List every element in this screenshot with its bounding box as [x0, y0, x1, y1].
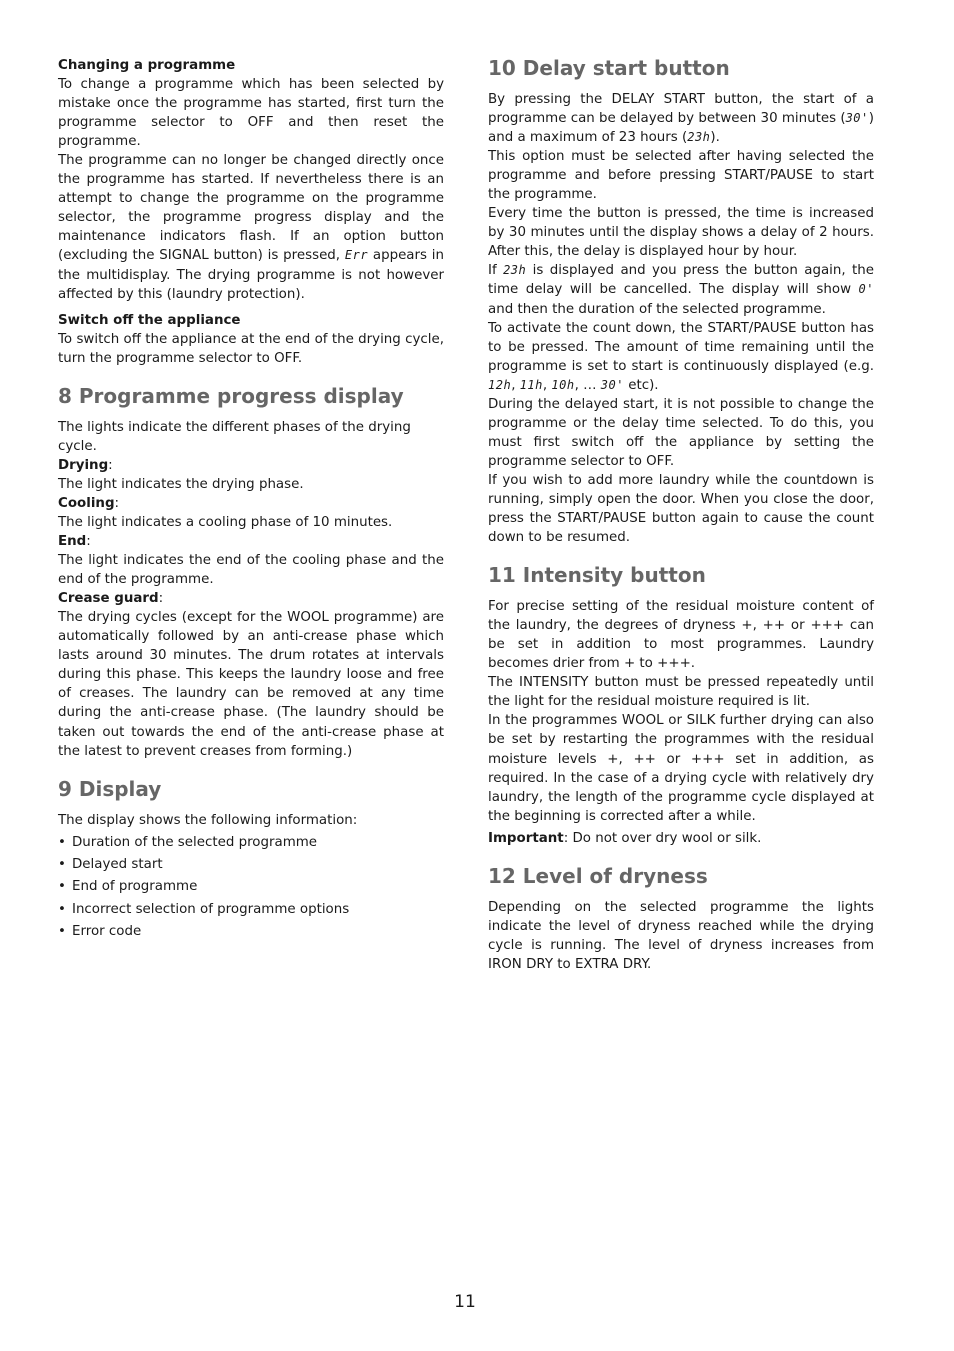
lcd-err: Err [344, 248, 369, 263]
lcd-0min: 0' [858, 282, 874, 297]
switch-off-heading: Switch off the appliance [58, 312, 241, 328]
section-9-intro: The display shows the following information: [58, 812, 358, 828]
text-span: appears in the multidisplay. The drying programme is not however affected by this (laundry protection). [58, 248, 444, 302]
dryness-text-1: Depending on the selected programme the lights indicate the level of dryness reached while the drying cycle is running. The level of dryness increases from IRON DRY to EXTRA DRY. [488, 899, 874, 972]
list-item [58, 921, 444, 943]
list-item-text: End of programme [72, 879, 198, 895]
lcd-23h: 23h [687, 130, 711, 145]
cooling-text: The light indicates a cooling phase of 10 minutes. [58, 514, 393, 530]
changing-programme-text-1: To change a programme which has been selected by mistake once the programme has started, first turn the programme selector to OFF and then reset the programme. [58, 77, 444, 150]
delay-text-4 [488, 261, 874, 318]
list-item [58, 899, 444, 921]
list-item [58, 876, 444, 898]
text-span: By pressing the DELAY START button, the start of a programme can be delayed by between 30 minutes ( [488, 92, 874, 127]
crease-text: The drying cycles (except for the WOOL programme) are automatically followed by an anti-crease phase which lasts around 30 minutes. The drum rotates at intervals during this phase. This keeps the laundry loose and free of creases. The laundry can be removed at any time during the anti-crease phase. (The laundry should be taken out towards the end of the anti-crease phase at the latest to prevent creases from forming.) [58, 610, 444, 759]
delay-text-1 [488, 90, 874, 147]
list-item-text: Error code [72, 923, 142, 939]
section-8-title: 8 Programme progress display [58, 383, 404, 408]
text-span: ) and a maximum of 23 hours ( [488, 111, 874, 146]
switch-off-text: To switch off the appliance at the end of the drying cycle, turn the programme selector to OFF. [58, 331, 444, 366]
text-span: is displayed and you press the button again, the time delay will be cancelled. The display will show [488, 263, 874, 298]
bullet-icon: • [58, 834, 66, 850]
cooling-label-line: Cooling: [58, 495, 120, 511]
changing-programme-heading: Changing a programme [58, 58, 236, 73]
delay-text-2: This option must be selected after having selected the programme and before pressing START/PAUSE to start the programme. [488, 149, 874, 203]
text-span: If [488, 263, 497, 279]
display-info-list [58, 832, 444, 943]
list-item-text: Duration of the selected programme [72, 834, 318, 850]
section-8-intro: The lights indicate the different phases of the drying cycle. [58, 419, 411, 454]
bullet-icon: • [58, 856, 66, 872]
important-note [488, 829, 874, 848]
important-text: : Do not over dry wool or silk. [563, 830, 762, 846]
crease-label-line: Crease guard: [58, 591, 164, 607]
crease-label: Crease guard [58, 591, 159, 607]
drying-label: Drying [58, 457, 109, 473]
intensity-text-3: In the programmes WOOL or SILK further drying can also be set by restarting the programmes with the residual moisture levels +, ++ or +++ set in addition, as required. In the case of a drying cycle with relatively dry laundry, the length of the programme cycle displayed at the beginning is corrected after a while. [488, 713, 874, 824]
lcd-30min: 30' [600, 377, 624, 392]
delay-text-7: If you wish to add more laundry while the countdown is running, simply open the door. When you close the door, press the START/PAUSE button again to cause the count down to be resumed. [488, 472, 874, 546]
lcd-10h: 10h [551, 377, 575, 392]
list-item [58, 854, 444, 876]
bullet-icon: • [58, 879, 66, 895]
page-number: 11 [454, 1292, 476, 1312]
changing-programme-text-2 [58, 151, 444, 303]
drying-label-line: Drying: [58, 457, 113, 473]
lcd-23h: 23h [503, 263, 527, 278]
section-9-title: 9 Display [58, 776, 162, 801]
bullet-icon: • [58, 901, 66, 917]
lcd-30min: 30' [845, 111, 869, 126]
end-label-line: End: [58, 534, 91, 550]
list-item-text: Incorrect selection of programme options [72, 901, 350, 917]
text-span: ). [710, 130, 720, 146]
text-span: To activate the count down, the START/PAUSE button has to be pressed. The amount of time remaining until the programme is set to start is continuously displayed (e.g. [488, 320, 874, 374]
ellipsis: … [583, 377, 597, 393]
text-span: The programme can no longer be changed directly once the programme has started. If nevertheless there is an attempt to change the programme on the programme selector, the programme progress display and the maintenance indicators flash. If an option button (excluding the SIGNAL button) is pressed, [58, 153, 444, 264]
end-label: End [58, 534, 87, 550]
intensity-text-1: For precise setting of the residual moisture content of the laundry, the degrees of dryness +, ++ or +++ can be set in addition to most programmes. Laundry becomes drier from + to +++. [488, 599, 874, 672]
drying-text: The light indicates the drying phase. [58, 476, 304, 492]
intensity-text-2: The INTENSITY button must be pressed repeatedly until the light for the residual moisture required is lit. [488, 675, 874, 710]
section-12-title: 12 Level of dryness [488, 863, 708, 888]
cooling-label: Cooling [58, 495, 115, 511]
end-text: The light indicates the end of the cooling phase and the end of the programme. [58, 553, 444, 588]
left-column [58, 56, 444, 943]
section-10-title: 10 Delay start button [488, 56, 730, 80]
section-11-title: 11 Intensity button [488, 563, 706, 588]
bullet-icon: • [58, 923, 66, 939]
lcd-11h: 11h [519, 377, 543, 392]
text-span: etc). [628, 377, 659, 393]
list-item [58, 832, 444, 854]
delay-text-5: To activate the count down, the START/PAUSE button has to be pressed. The amount of time remaining until the programme is set to start is continuously displayed (e.g. 12h, 11h, 10h, … 30' etc). [488, 320, 874, 393]
list-item-text: Delayed start [72, 856, 163, 872]
right-column [488, 56, 874, 974]
text-span: and then the duration of the selected programme. [488, 301, 826, 317]
delay-text-3: Every time the button is pressed, the time is increased by 30 minutes until the display shows a delay of 2 hours. After this, the delay is displayed hour by hour. [488, 206, 874, 260]
delay-text-6: During the delayed start, it is not possible to change the programme or the delay time selected. To do this, you must first switch off the appliance by setting the programme selector to OFF. [488, 396, 874, 469]
important-label: Important [488, 830, 564, 846]
lcd-12h: 12h [488, 377, 512, 392]
